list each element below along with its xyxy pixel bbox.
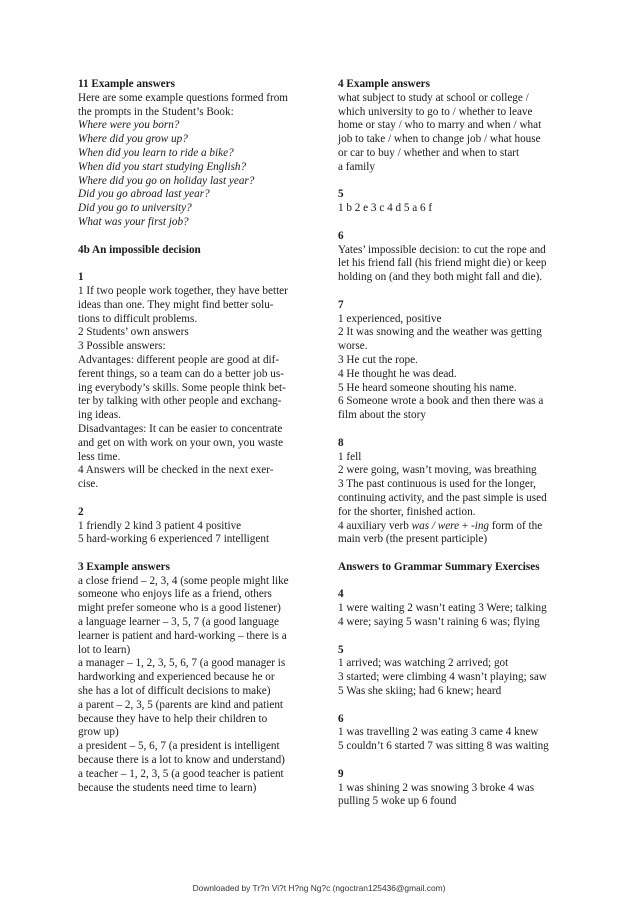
section-heading: 2 xyxy=(78,505,84,518)
text-line: Did you go abroad last year? xyxy=(78,188,210,201)
text-line: Where were you born? xyxy=(78,119,180,132)
text-line: 1 If two people work together, they have better xyxy=(78,284,288,297)
text-line: ing everybody’s skills. Some people think bet- xyxy=(78,381,286,394)
section-heading: 6 xyxy=(338,712,344,725)
text-line: a teacher – 1, 2, 3, 5 (a good teacher is patient xyxy=(78,767,284,780)
text-line: tions to difficult problems. xyxy=(78,312,198,325)
text-line: because they have to help their children to xyxy=(78,712,268,725)
text-line: a language learner – 3, 5, 7 (a good language xyxy=(78,616,279,629)
left-column xyxy=(78,78,306,809)
text-line: for the shorter, finished action. xyxy=(338,505,476,518)
text-line: Where did you go on holiday last year? xyxy=(78,174,255,187)
text-line: 6 Someone wrote a book and then there was a xyxy=(338,395,544,408)
section-heading: 11 Example answers xyxy=(78,78,175,90)
text-line: which university to go to / whether to leave xyxy=(338,105,533,118)
text-line: what subject to study at school or college / xyxy=(338,91,529,104)
text-line: pulling 5 woke up 6 found xyxy=(338,795,457,808)
answer-section xyxy=(78,271,306,492)
text-line: 3 He cut the rope. xyxy=(338,353,418,366)
text-line: ideas than one. They might find better solu- xyxy=(78,298,274,311)
text-line: she has a lot of difficult decisions to make) xyxy=(78,685,271,698)
answer-section xyxy=(338,713,566,754)
text-line: film about the story xyxy=(338,409,426,422)
text-line: learner is patient and hard-working – there is a xyxy=(78,629,287,642)
text-line: a manager – 1, 2, 3, 5, 6, 7 (a good manager is xyxy=(78,657,286,670)
section-heading: 9 xyxy=(338,767,344,780)
text-line: 1 arrived; was watching 2 arrived; got xyxy=(338,657,509,670)
text-line: 3 Possible answers: xyxy=(78,340,166,353)
section-heading: 3 Example answers xyxy=(78,560,170,573)
section-heading: 7 xyxy=(338,298,344,311)
text-line: 4 were; saying 5 wasn’t raining 6 was; flying xyxy=(338,616,540,629)
text-line: lot to learn) xyxy=(78,643,131,656)
text-line: main verb (the present participle) xyxy=(338,533,488,546)
text-line: holding on (and they both might fall and die). xyxy=(338,271,543,284)
text-line: job to take / when to change job / what house xyxy=(338,133,541,146)
text-line: 1 were waiting 2 wasn’t eating 3 Were; talking xyxy=(338,602,547,615)
answer-section xyxy=(338,230,566,285)
text-line: 4 He thought he was dead. xyxy=(338,367,457,380)
text-line: someone who enjoys life as a friend, others xyxy=(78,588,272,601)
download-footer: Downloaded by Tr?n Vi?t H?ng Ng?c (ngoctran125436@gmail.com) xyxy=(192,883,446,893)
text-run: was / were xyxy=(411,519,460,532)
text-line: or car to buy / whether and when to start xyxy=(338,146,520,159)
text-line: 2 were going, wasn’t moving, was breathing xyxy=(338,464,537,477)
text-line: Here are some example questions formed from xyxy=(78,91,289,104)
text-line: 2 It was snowing and the weather was getting xyxy=(338,326,542,339)
section-heading: 4b An impossible decision xyxy=(78,243,201,256)
text-line: 4 Answers will be checked in the next exer- xyxy=(78,464,274,477)
text-line: continuing activity, and the past simple is used xyxy=(338,491,547,504)
answer-section xyxy=(338,437,566,547)
section-heading: 1 xyxy=(78,271,84,284)
text-line: 1 was travelling 2 was eating 3 came 4 knew xyxy=(338,726,539,739)
text-run: + xyxy=(459,519,471,532)
text-line: and get on with work on your own, you waste xyxy=(78,436,284,449)
text-line: grow up) xyxy=(78,726,119,739)
text-line: When did you learn to ride a bike? xyxy=(78,146,234,159)
section-heading: 6 xyxy=(338,229,344,242)
text-line: because the students need time to learn) xyxy=(78,781,257,794)
text-line: 5 couldn’t 6 started 7 was sitting 8 was waiting xyxy=(338,740,549,753)
section-heading: 5 xyxy=(338,643,344,656)
answer-section xyxy=(338,768,566,809)
text-line xyxy=(338,520,566,534)
text-line: Did you go to university? xyxy=(78,202,192,215)
answer-section xyxy=(338,78,566,175)
answer-section xyxy=(78,561,306,796)
answer-section xyxy=(338,299,566,423)
text-line: less time. xyxy=(78,450,121,463)
text-run: -ing xyxy=(471,519,490,532)
text-line: 2 Students’ own answers xyxy=(78,326,189,339)
text-run: form of the xyxy=(489,519,543,532)
text-line: 1 was shining 2 was snowing 3 broke 4 was xyxy=(338,781,535,794)
section-heading: 4 xyxy=(338,588,344,601)
text-line: might prefer someone who is a good listener) xyxy=(78,602,281,615)
text-line: When did you start studying English? xyxy=(78,160,247,173)
answer-section xyxy=(78,244,306,258)
answer-section xyxy=(338,588,566,629)
text-line: Disadvantages: It can be easier to concentrate xyxy=(78,422,283,435)
text-line: 3 The past continuous is used for the longer, xyxy=(338,478,536,491)
text-line: a president – 5, 6, 7 (a president is intelligent xyxy=(78,740,280,753)
answer-section xyxy=(338,561,566,575)
text-line: ter by talking with other people and exchang- xyxy=(78,395,282,408)
text-line: What was your first job? xyxy=(78,215,189,228)
text-line: 1 fell xyxy=(338,450,362,463)
text-line: 5 hard-working 6 experienced 7 intelligent xyxy=(78,533,270,546)
text-line: 5 Was she skiing; had 6 knew; heard xyxy=(338,685,502,698)
answer-section xyxy=(78,506,306,547)
text-line: worse. xyxy=(338,340,368,353)
text-line: Where did you grow up? xyxy=(78,133,188,146)
text-line: a family xyxy=(338,160,375,173)
text-line: cise. xyxy=(78,478,99,491)
text-line: let his friend fall (his friend might die) or keep xyxy=(338,257,547,270)
text-line: 1 friendly 2 kind 3 patient 4 positive xyxy=(78,519,242,532)
text-line: the prompts in the Student’s Book: xyxy=(78,105,234,118)
text-line: Advantages: different people are good at dif- xyxy=(78,353,280,366)
text-line: home or stay / who to marry and when / what xyxy=(338,119,542,132)
answer-section xyxy=(78,78,306,230)
text-line: a close friend – 2, 3, 4 (some people might like xyxy=(78,574,289,587)
text-line: a parent – 2, 3, 5 (parents are kind and patient xyxy=(78,698,284,711)
text-line: 1 experienced, positive xyxy=(338,312,442,325)
answer-section xyxy=(338,188,566,216)
section-heading: 8 xyxy=(338,436,344,449)
text-line: ferent things, so a team can do a better job us- xyxy=(78,367,284,380)
right-column xyxy=(338,78,566,823)
text-line: hardworking and experienced because he or xyxy=(78,671,275,684)
section-heading: Answers to Grammar Summary Exercises xyxy=(338,560,540,573)
answer-section xyxy=(338,644,566,699)
text-line: 5 He heard someone shouting his name. xyxy=(338,381,517,394)
section-heading: 5 xyxy=(338,188,344,201)
text-line: ing ideas. xyxy=(78,409,121,422)
text-line: 1 b 2 e 3 c 4 d 5 a 6 f xyxy=(338,202,433,215)
text-line: 3 started; were climbing 4 wasn’t playing; saw xyxy=(338,671,547,684)
section-heading: 4 Example answers xyxy=(338,78,430,90)
text-line: because there is a lot to know and understand) xyxy=(78,754,285,767)
text-run: 4 auxiliary verb xyxy=(338,519,412,532)
text-line: Yates’ impossible decision: to cut the rope and xyxy=(338,243,546,256)
